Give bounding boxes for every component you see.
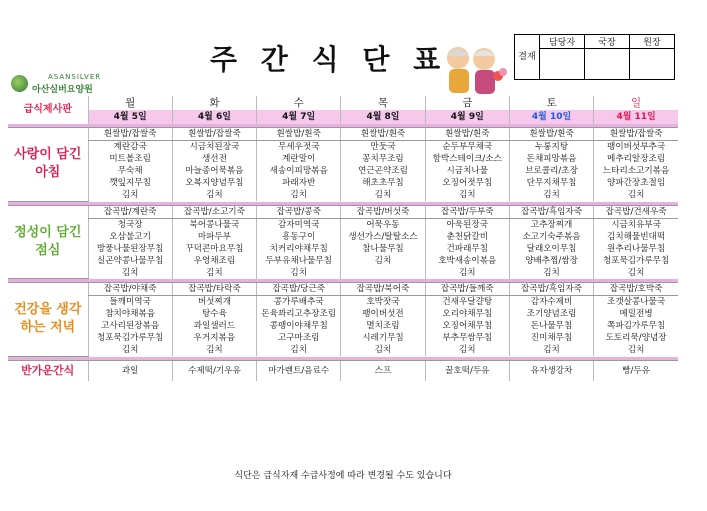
dish-row <box>8 296 678 309</box>
snack-cell: 꿀호떡/두유 <box>425 360 509 381</box>
dish-cell: 김치 <box>509 344 593 356</box>
approval-role: 담당자 <box>540 35 585 49</box>
grandparents-illustration-icon <box>434 42 510 98</box>
rice-cell: 잡곡밥/당근죽 <box>257 283 341 296</box>
dish-cell: 감자미역국 <box>257 218 341 231</box>
dish-cell: 두부유채나물무침 <box>257 255 341 267</box>
meal-label: 사랑이 담긴 아침 <box>8 128 88 202</box>
dish-cell: 연근곤약조림 <box>341 165 425 177</box>
snack-cell: 과일 <box>88 360 172 381</box>
dish-cell: 파래자반 <box>257 177 341 189</box>
dish-cell: 꾸덕콘마요무침 <box>172 243 256 255</box>
snack-cell: 빵/두유 <box>594 360 678 381</box>
snack-label: 반가운간식 <box>8 360 88 381</box>
dish-cell: 김치 <box>594 267 678 279</box>
dish-cell: 어묵우동 <box>341 218 425 231</box>
dish-cell: 팽이버섯전 <box>341 308 425 320</box>
dish-row <box>8 308 678 320</box>
dish-row <box>8 255 678 267</box>
rice-cell: 흰쌀밥/잡쌀죽 <box>88 128 172 141</box>
dish-cell: 도토리묵/양념장 <box>594 332 678 344</box>
dish-cell: 생선가스/탈탈소스 <box>341 231 425 243</box>
day-header-row <box>8 96 678 110</box>
weekly-menu-table <box>8 96 678 381</box>
dish-row <box>8 153 678 165</box>
dish-cell: 오징어젓무침 <box>425 177 509 189</box>
dish-cell: 조갯살콩나물국 <box>594 296 678 309</box>
dish-cell: 깻잎지무침 <box>88 177 172 189</box>
rice-row <box>8 128 678 141</box>
dish-row <box>8 189 678 201</box>
dish-cell: 오리야채무침 <box>425 308 509 320</box>
dish-cell: 돈나물무침 <box>509 320 593 332</box>
dish-cell: 김치 <box>88 267 172 279</box>
snack-cell: 유자생강차 <box>509 360 593 381</box>
dish-cell: 시레기무침 <box>341 332 425 344</box>
dish-row <box>8 243 678 255</box>
dish-cell: 고구마조림 <box>257 332 341 344</box>
day-name: 수 <box>257 96 341 110</box>
dish-cell: 쪽파김가루무침 <box>594 320 678 332</box>
approval-label: 결재 <box>515 35 540 80</box>
rice-cell: 흰쌀밥/흰죽 <box>341 128 425 141</box>
dish-cell: 시금치된장국 <box>172 141 256 154</box>
day-name: 목 <box>341 96 425 110</box>
dish-cell: 김치 <box>594 344 678 356</box>
dish-row <box>8 177 678 189</box>
dish-cell: 참치야채볶음 <box>88 308 172 320</box>
dish-cell: 계란감국 <box>88 141 172 154</box>
dish-cell: 감자수제비 <box>509 296 593 309</box>
rice-cell: 흰쌀밥/잡쌀죽 <box>594 128 678 141</box>
date-cell: 4월 8일 <box>341 110 425 124</box>
rice-row <box>8 205 678 218</box>
dish-cell: 마늘종어묵볶음 <box>172 165 256 177</box>
date-cell: 4월 10일 <box>509 110 593 124</box>
dish-cell: 진미채무침 <box>509 332 593 344</box>
dish-cell: 마파두부 <box>172 231 256 243</box>
dish-cell: 버섯찌개 <box>172 296 256 309</box>
dish-cell: 춘천닭갈비 <box>425 231 509 243</box>
dish-cell: 치커리야채무침 <box>257 243 341 255</box>
corner-label: 급식제사판 <box>23 104 72 115</box>
dish-cell: 김치 <box>425 267 509 279</box>
dish-cell: 청국장 <box>88 218 172 231</box>
dish-row <box>8 165 678 177</box>
dish-cell: 호박잣국 <box>341 296 425 309</box>
date-cell: 4월 9일 <box>425 110 509 124</box>
dish-cell: 콩팽이야채무침 <box>257 320 341 332</box>
dish-cell: 김치 <box>509 189 593 201</box>
dish-cell: 청포묵김가루무침 <box>594 255 678 267</box>
dish-cell: 김치 <box>594 189 678 201</box>
logo <box>8 70 120 98</box>
rice-cell: 잡곡밥/소고기죽 <box>172 205 256 218</box>
approval-signature-cell <box>540 49 585 80</box>
dish-cell: 오징어채무침 <box>425 320 509 332</box>
dish-cell: 시금치나물 <box>425 165 509 177</box>
dish-cell: 순두부무채국 <box>425 141 509 154</box>
rice-cell: 잡곡밥/흑임자죽 <box>509 283 593 296</box>
rice-cell: 잡곡밥/계란죽 <box>88 205 172 218</box>
dish-cell: 호박새송이볶음 <box>425 255 509 267</box>
logo-ko: 아산실버요양원 <box>32 85 93 95</box>
meal-label: 건강을 생각하는 저녁 <box>8 283 88 357</box>
dish-cell: 흥동구이 <box>257 231 341 243</box>
rice-cell: 잡곡밥/버섯죽 <box>341 205 425 218</box>
date-cell: 4월 11일 <box>594 110 678 124</box>
dish-row <box>8 218 678 231</box>
dish-cell: 고추장찌개 <box>509 218 593 231</box>
day-name: 토 <box>509 96 593 110</box>
rice-cell: 잡곡밥/흑임자죽 <box>509 205 593 218</box>
dish-cell: 조기양념조림 <box>509 308 593 320</box>
day-name: 화 <box>172 96 256 110</box>
date-cell: 4월 5일 <box>88 110 172 124</box>
dish-cell: 김치 <box>341 189 425 201</box>
rice-row <box>8 283 678 296</box>
dish-cell: 김치 <box>172 189 256 201</box>
dish-row <box>8 332 678 344</box>
dish-cell <box>341 267 425 279</box>
dish-cell: 미트볼조림 <box>88 153 172 165</box>
dish-cell: 김치 <box>425 189 509 201</box>
dish-cell: 김치 <box>257 189 341 201</box>
dish-row <box>8 320 678 332</box>
rice-cell: 잡곡밥/호박죽 <box>594 283 678 296</box>
rice-cell: 잡곡밥/들깨죽 <box>425 283 509 296</box>
dish-cell: 메밀전병 <box>594 308 678 320</box>
dish-cell: 김치 <box>172 267 256 279</box>
approval-role: 원장 <box>630 35 675 49</box>
dish-cell: 함박스테이크/소스 <box>425 153 509 165</box>
dish-cell: 실곤약콩나물무침 <box>88 255 172 267</box>
dish-cell: 팽이버섯부추국 <box>594 141 678 154</box>
dish-cell: 방풍나물된장무침 <box>88 243 172 255</box>
dish-cell: 소고기숙주볶음 <box>509 231 593 243</box>
dish-cell: 건새우달걀탕 <box>425 296 509 309</box>
snack-cell: 마가렌트/음료수 <box>257 360 341 381</box>
snack-cell: 수제떡/기우유 <box>172 360 256 381</box>
menu-body <box>8 96 678 381</box>
dish-cell: 누룽지탕 <box>509 141 593 154</box>
dish-cell: 달래오이무침 <box>509 243 593 255</box>
dish-cell: 원추리나물무침 <box>594 243 678 255</box>
meal-label: 정성이 담긴 점심 <box>8 205 88 279</box>
dish-cell: 양배추찜/쌈장 <box>509 255 593 267</box>
rice-cell: 잡곡밥/타락죽 <box>172 283 256 296</box>
dish-cell: 메추리알장조림 <box>594 153 678 165</box>
day-name: 일 <box>594 96 678 110</box>
dish-cell: 김치 <box>425 344 509 356</box>
dish-row <box>8 141 678 154</box>
dish-cell: 느타리소고기볶음 <box>594 165 678 177</box>
dish-cell: 콩가루배추국 <box>257 296 341 309</box>
date-row <box>8 110 678 124</box>
dish-row <box>8 267 678 279</box>
rice-cell: 잡곡밥/북어죽 <box>341 283 425 296</box>
date-cell: 4월 6일 <box>172 110 256 124</box>
dish-cell: 돈채피망볶음 <box>509 153 593 165</box>
rice-cell: 잡곡밥/두부죽 <box>425 205 509 218</box>
dish-row <box>8 231 678 243</box>
dish-cell: 우엉채조림 <box>172 255 256 267</box>
approval-signature-cell <box>585 49 630 80</box>
snack-cell: 스프 <box>341 360 425 381</box>
dish-cell: 김치 <box>257 344 341 356</box>
dish-cell: 탕수육 <box>172 308 256 320</box>
date-cell: 4월 7일 <box>257 110 341 124</box>
dish-cell: 참나물무침 <box>341 243 425 255</box>
dish-cell: 양파간장초절임 <box>594 177 678 189</box>
dish-cell: 해초초무침 <box>341 177 425 189</box>
dish-cell: 오삼불고기 <box>88 231 172 243</box>
page-title: 주 간 식 단 표 <box>210 43 448 76</box>
leaf-logo-icon <box>11 75 28 92</box>
rice-cell: 흰쌀밥/흰죽 <box>425 128 509 141</box>
footnote: 식단은 급식자재 수급사정에 따라 변경될 수도 있습니다 <box>234 471 452 481</box>
dish-cell: 김치 <box>341 344 425 356</box>
dish-cell: 김치 <box>509 267 593 279</box>
day-name: 금 <box>425 96 509 110</box>
rice-cell: 잡곡밥/콩죽 <box>257 205 341 218</box>
dish-cell: 들깨미역국 <box>88 296 172 309</box>
dish-cell: 김치 <box>88 189 172 201</box>
dish-cell: 생선전 <box>172 153 256 165</box>
dish-row <box>8 344 678 356</box>
dish-cell: 만둣국 <box>341 141 425 154</box>
rice-cell: 잡곡밥/야채죽 <box>88 283 172 296</box>
rice-cell: 흰쌀밥/잡쌀죽 <box>172 128 256 141</box>
approval-signature-cell <box>630 49 675 80</box>
snack-row <box>8 360 678 381</box>
logo-en: ASANSILVER <box>48 73 102 81</box>
dish-cell: 단무지채무침 <box>509 177 593 189</box>
dish-cell: 무숙채 <box>88 165 172 177</box>
dish-cell: 김치 <box>88 344 172 356</box>
dish-cell: 김치 <box>257 267 341 279</box>
dish-cell: 멸치조림 <box>341 320 425 332</box>
approval-box <box>514 34 675 80</box>
dish-cell: 북어콩나물국 <box>172 218 256 231</box>
dish-cell: 김치 <box>172 344 256 356</box>
dish-cell: 계란말이 <box>257 153 341 165</box>
dish-cell: 꽁치무조림 <box>341 153 425 165</box>
approval-role: 국장 <box>585 35 630 49</box>
rice-cell: 흰쌀밥/흰죽 <box>509 128 593 141</box>
dish-cell: 오복지양념무침 <box>172 177 256 189</box>
dish-cell: 새송이피망볶음 <box>257 165 341 177</box>
dish-cell: 건파래무침 <box>425 243 509 255</box>
rice-cell: 잡곡밥/건새우죽 <box>594 205 678 218</box>
dish-cell: 김치 <box>341 255 425 267</box>
dish-cell: 부추무쌈무침 <box>425 332 509 344</box>
day-name: 월 <box>88 96 172 110</box>
dish-cell: 아욱된장국 <box>425 218 509 231</box>
rice-cell: 흰쌀밥/흰죽 <box>257 128 341 141</box>
dish-cell: 돈육꽈리고추장조림 <box>257 308 341 320</box>
dish-cell: 무세우젓국 <box>257 141 341 154</box>
dish-cell: 과일샐러드 <box>172 320 256 332</box>
dish-cell: 시금치유부국 <box>594 218 678 231</box>
dish-cell: 고사리된장볶음 <box>88 320 172 332</box>
dish-cell: 브로콜리/초장 <box>509 165 593 177</box>
dish-cell: 청포묵김가루무침 <box>88 332 172 344</box>
dish-cell: 우거지볶음 <box>172 332 256 344</box>
dish-cell: 김치해물빈대떡 <box>594 231 678 243</box>
